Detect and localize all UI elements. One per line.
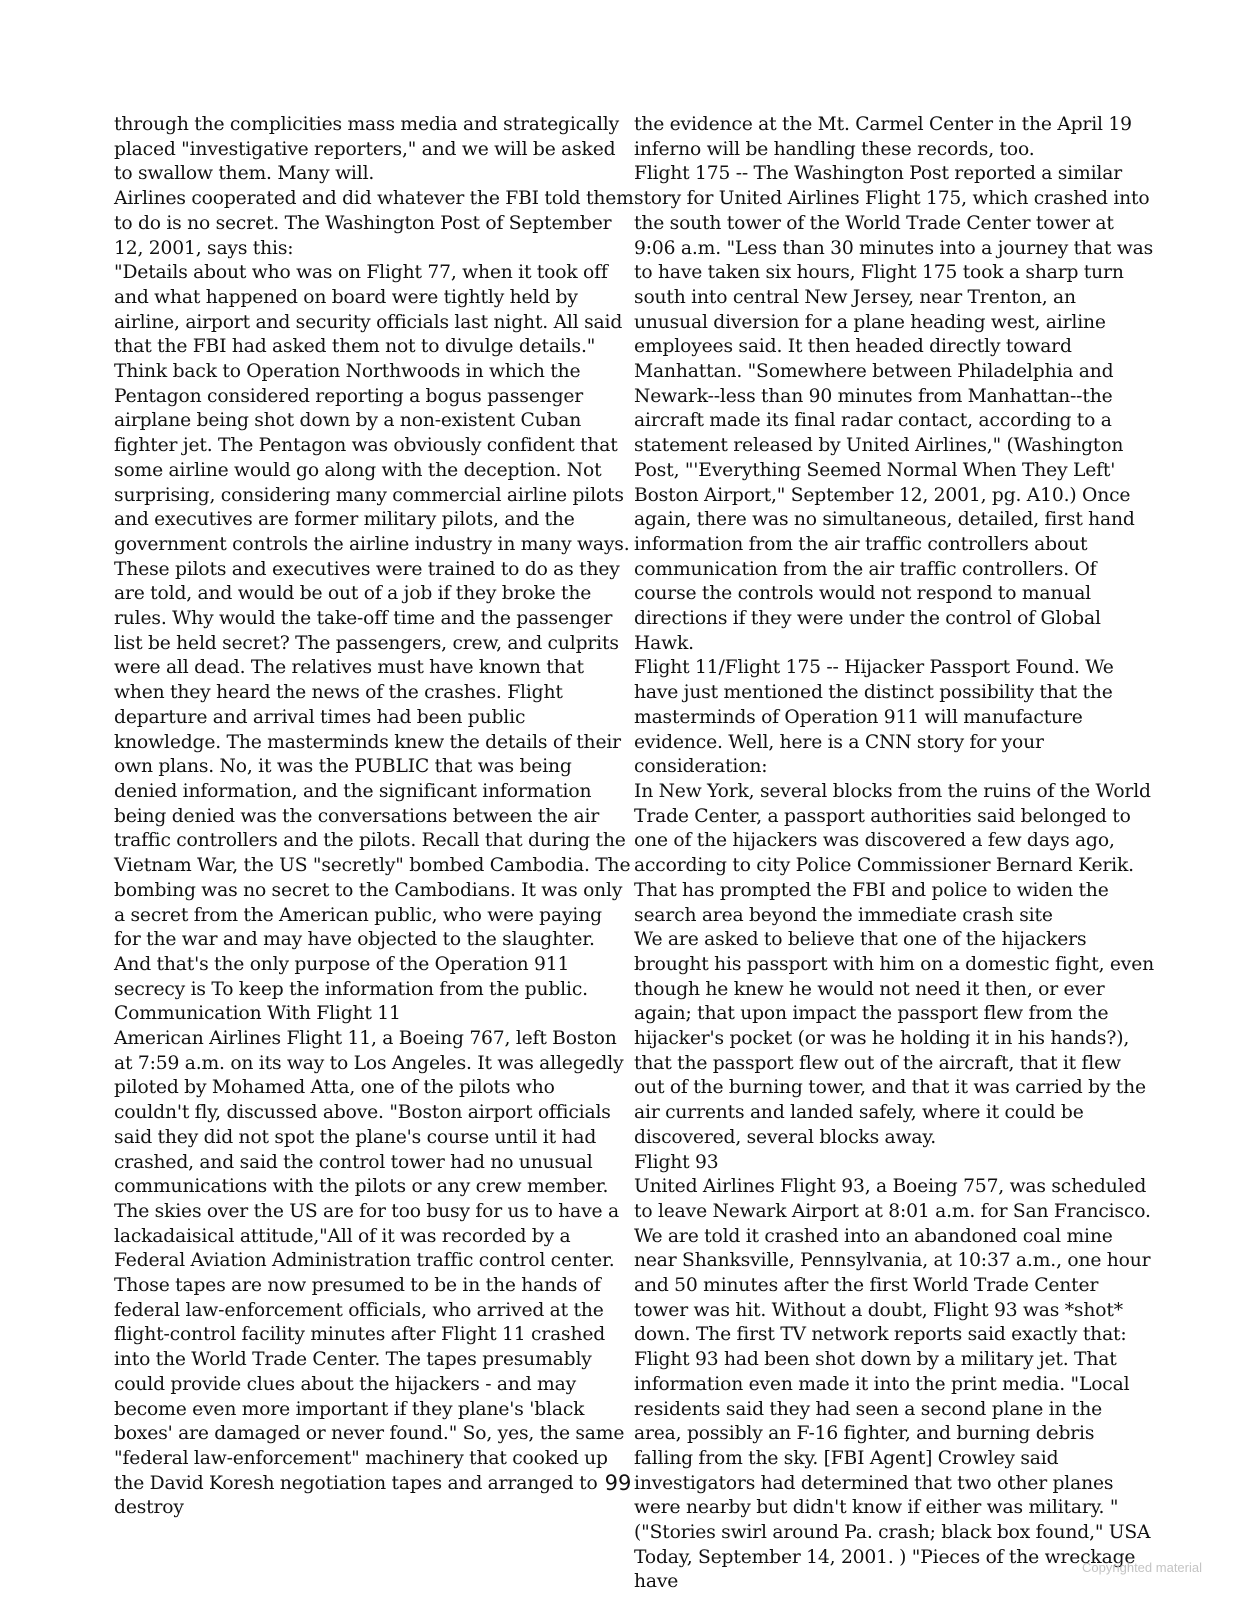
paragraph: We are asked to believe that one of the hijackers brought his passport with him on a domestic fight, even though he knew he would not need it then, or ever again; that upon impact the passport flew from the hijacker's pocket (or was he holding it in his hands?), that the passport flew out of the aircraft, that it flew out of the burning tower, and that it was carried by the air currents and landed safely, where it could be discovered, several blocks away. bbox=[634, 929, 1155, 1148]
paragraph: the evidence at the Mt. Carmel Center in the April 19 inferno will be handling these records, too. bbox=[634, 114, 1132, 160]
paragraph: through the complicities mass media and strategically placed "investigative reporters," and we will be asked to swallow them. Many will. bbox=[114, 114, 620, 185]
section-heading-communication-flight-11: Communication With Flight 11 bbox=[114, 1003, 401, 1025]
paragraph: Airlines cooperated and did whatever the FBI told them to do is no secret. The Washington Post of September 12, 2001, says this: bbox=[114, 188, 634, 259]
paragraph: "Details about who was on Flight 77, when it took off and what happened on board were tightly held by airline, airport and security officials last night. All said that the FBI had asked them not to divulge details." Think back to Operation Northwoods in which the Pentagon considered reporting a bogus passenger airplane being shot down by a non-existent Cuban fighter jet. The Pentagon was obviously confident that some airline would go along with the deception. Not surprising, considering many commercial airline pilots and executives are former military pilots, and the government controls the airline industry in many ways. These pilots and executives were trained to do as they are told, and would be out of a job if they broke the rules. Why would the take-off time and the passenger list be held secret? The passengers, crew, and culprits were all dead. The relatives must have known that when they heard the news of the crashes. Flight departure and arrival times had been public knowledge. The masterminds knew the details of their own plans. No, it was the PUBLIC that was being denied information, and the significant information being denied was the conversations between the air traffic controllers and the pilots. Recall that during the Vietnam War, the US "secretly" bombed Cambodia. The bombing was no secret to the Cambodians. It was only a secret from the American public, who were paying for the war and may have objected to the slaughter. And that's the only purpose of the Operation 911 secrecy is To keep the information from the public. bbox=[114, 262, 631, 1000]
paragraph: United Airlines Flight 93, a Boeing 757, was scheduled to leave Newark Airport at 8:01 a.m. for San Francisco. We are told it crashed into an abandoned coal mine near Shanksville, Pennsylvania, at 10:37 a.m., one hour and 50 minutes after the first World Trade Center tower was hit. Without a doubt, Flight 93 was *shot* down. The first TV network reports said exactly that: Flight 93 had been shot down by a military jet. That information even made it into the print media. "Local residents said they had seen a second plane in the area, possibly an F-16 fighter, and burning debris falling from the sky. [FBI Agent] Crowley said investigators had determined that two other planes were nearby but didn't know if either was military. " ("Stories swirl around Pa. crash; black box found," USA Today, September 14, 2001. ) "Pieces of the wreckage have bbox=[634, 1176, 1151, 1593]
page-number: 99 bbox=[604, 1471, 632, 1495]
paragraph: Flight 11/Flight 175 -- Hijacker Passport Found. We have just mentioned the distinct possibility that the masterminds of Operation 911 will manufacture evidence. Well, here is a CNN story for your consideration: bbox=[634, 657, 1114, 778]
paragraph: In New York, several blocks from the ruins of the World Trade Center, a passport authorities said belonged to one of the hijackers was discovered a few days ago, according to city Police Commissioner Bernard Kerik. That has prompted the FBI and police to widen the search area beyond the immediate crash site bbox=[634, 780, 1151, 926]
paragraph: Flight 175 -- The Washington Post reported a similar story for United Airlines Flight 175, which crashed into the south tower of the World Trade Center tower at 9:06 a.m. "Less than 30 minutes into a journey that was to have taken six hours, Flight 175 took a sharp turn south into central New Jersey, near Trenton, an unusual diversion for a plane heading west, airline employees said. It then headed directly toward Manhattan. "Somewhere between Philadelphia and Newark--less than 90 minutes from Manhattan--the aircraft made its final radar contact, according to a statement released by United Airlines," (Washington Post, "'Everything Seemed Normal When They Left' Boston Airport," September 12, 2001, pg. A10.) Once again, there was no simultaneous, detailed, first hand information from the air traffic controllers about communication from the air traffic controllers. Of course the controls would not respond to manual directions if they were under the control of Global Hawk. bbox=[634, 163, 1154, 654]
copyright-watermark: Copyrighted material bbox=[1082, 1560, 1202, 1575]
section-heading-flight-93: Flight 93 bbox=[634, 1151, 719, 1173]
paragraph: American Airlines Flight 11, a Boeing 767, left Boston at 7:59 a.m. on its way to Los Angeles. It was allegedly piloted by Mohamed Atta, one of the pilots who couldn't fly, discussed above. "Boston airport officials said they did not spot the plane's course until it had crashed, and said the control tower had no unusual communications with the pilots or any crew member. The skies over the US are for too busy for us to have a lackadaisical attitude,"All of it was recorded by a Federal Aviation Administration traffic control center. Those tapes are now presumed to be in the hands of federal law-enforcement officials, who arrived at the flight-control facility minutes after Flight 11 crashed into the World Trade Center. The tapes presumably could provide clues about the hijackers - and may become even more important if they plane's 'black boxes' are damaged or never found." So, yes, the same "federal law-enforcement" machinery that cooked up the David Koresh negotiation tapes and arranged to destroy bbox=[114, 1028, 625, 1519]
